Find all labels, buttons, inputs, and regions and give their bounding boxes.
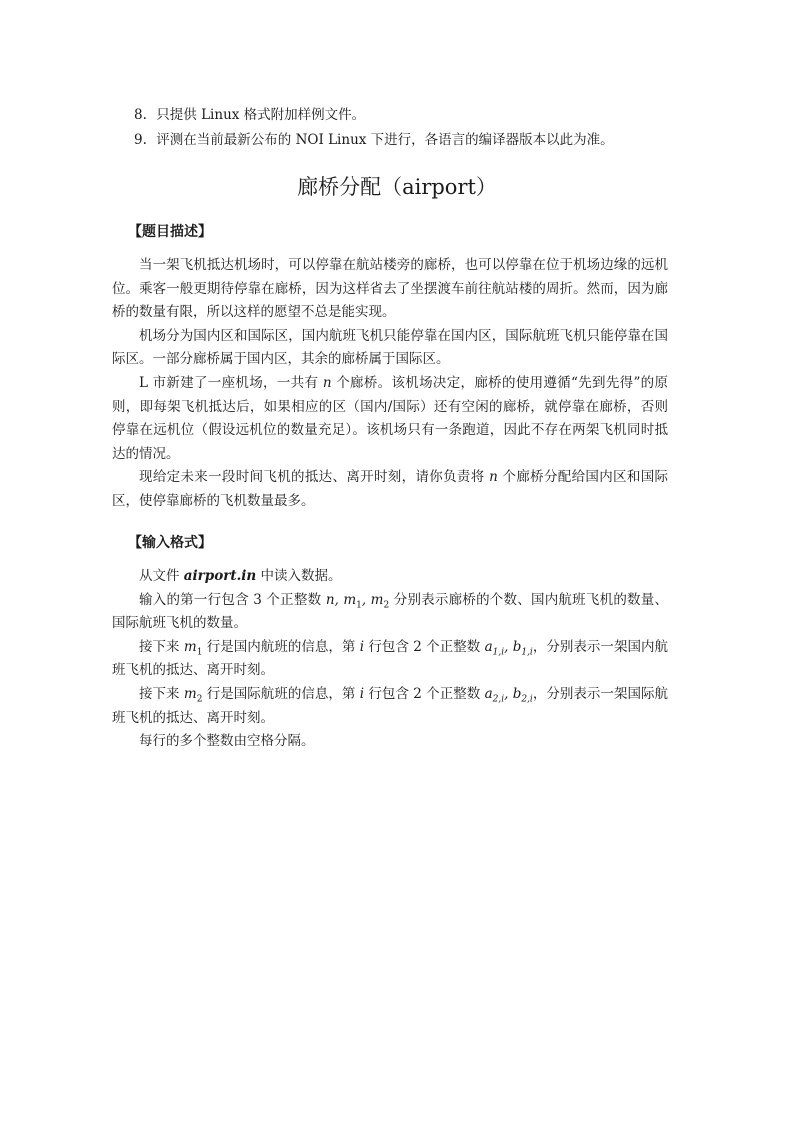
text-run: 现给定未来一段时间飞机的抵达、离开时刻，请你负责将 (139, 469, 485, 486)
text-run: 行包含 2 个正整数 (368, 685, 481, 702)
input-body (112, 565, 668, 754)
file-name: airport.in (183, 568, 257, 584)
text-run: 行包含 2 个正整数 (368, 638, 481, 655)
math-var: n (489, 469, 498, 486)
description-heading: 【题目描述】 (128, 224, 212, 240)
math-var: a (484, 685, 493, 702)
description-body (112, 254, 668, 514)
description-paragraph-2: 机场分为国内区和国际区，国内航班飞机只能停靠在国内区，国际航班飞机只能停靠在国际区。一部分廊桥属于国内区，其余的廊桥属于国际区。 (112, 327, 668, 368)
note-text: 评测在当前最新公布的 NOI Linux 下进行，各语言的编译器版本以此为准。 (156, 132, 614, 148)
input-line-3 (112, 636, 668, 683)
notes-list (134, 103, 694, 153)
input-line-2 (112, 589, 668, 636)
math-var: n (322, 374, 332, 391)
math-var: , m (361, 591, 384, 608)
problem-title: 廊桥分配（airport） (297, 175, 497, 199)
description-paragraph-4 (112, 466, 668, 513)
text-run: 个廊桥。该机场决定，廊桥的使用遵循“先到先得”的原则，即每架飞机抵达后，如果相应的区（国内/国际）还有空闲的廊桥，就停靠在廊桥，否则停靠在远机位（假设远机位的数量充足）。该机场只有一条跑道，因此不存在两架飞机同时抵达的情况。 (112, 374, 668, 462)
math-var: i (359, 638, 365, 655)
math-sub: 1 (196, 647, 203, 658)
note-number: 9. (134, 132, 147, 148)
note-text: 只提供 Linux 格式附加样例文件。 (156, 107, 366, 123)
text-run: 接下来 (139, 638, 180, 655)
note-number: 8. (134, 107, 147, 123)
text-run: 输入的第一行包含 3 个正整数 (139, 591, 322, 608)
math-sub: 1,i (492, 647, 505, 658)
math-sub: 2 (383, 600, 390, 611)
description-paragraph-1: 当一架飞机抵达机场时，可以停靠在航站楼旁的廊桥，也可以停靠在位于机场边缘的远机位。乘客一般更期待停靠在廊桥，因为这样省去了坐摆渡车前往航站楼的周折。然而，因为廊桥的数量有限，所以这样的愿望不总是能实现。 (112, 257, 668, 321)
input-line-4 (112, 683, 668, 730)
math-var: m (183, 685, 197, 702)
note-item (134, 128, 694, 153)
math-var: , b (504, 638, 522, 655)
math-var: , b (504, 685, 522, 702)
text-run: 个廊桥分配给国内区和国际区，使停靠廊桥的飞机数量最多。 (112, 469, 669, 509)
text-run: 从文件 (139, 568, 180, 584)
input-line-5: 每行的多个整数由空格分隔。 (139, 733, 315, 750)
math-var: a (484, 638, 493, 655)
math-var: n, m (325, 591, 357, 608)
math-var: m (183, 638, 197, 655)
text-run: ，分别表示一架国际航班飞机的抵达、离开时刻。 (112, 685, 669, 726)
math-sub: 2,i (521, 694, 533, 705)
text-run: 中读入数据。 (260, 568, 342, 584)
text-run: 行是国际航班的信息，第 (206, 685, 356, 702)
description-paragraph-3 (112, 372, 668, 466)
text-run: 接下来 (139, 685, 180, 702)
math-sub: 1 (356, 600, 362, 611)
input-line-1 (112, 565, 668, 589)
text-run: 行是国内航班的信息，第 (206, 638, 356, 655)
math-sub: 2 (196, 694, 203, 705)
input-heading: 【输入格式】 (128, 535, 212, 551)
text-run: ，分别表示一架国内航班飞机的抵达、离开时刻。 (112, 638, 669, 679)
math-var: i (359, 685, 365, 702)
text-run: L 市新建了一座机场，一共有 (139, 374, 319, 391)
math-sub: 1,i (521, 647, 533, 658)
note-item (134, 103, 694, 128)
text-run: 分别表示廊桥的个数、国内航班飞机的数量、国际航班飞机的数量。 (112, 591, 668, 632)
math-sub: 2,i (492, 694, 505, 705)
